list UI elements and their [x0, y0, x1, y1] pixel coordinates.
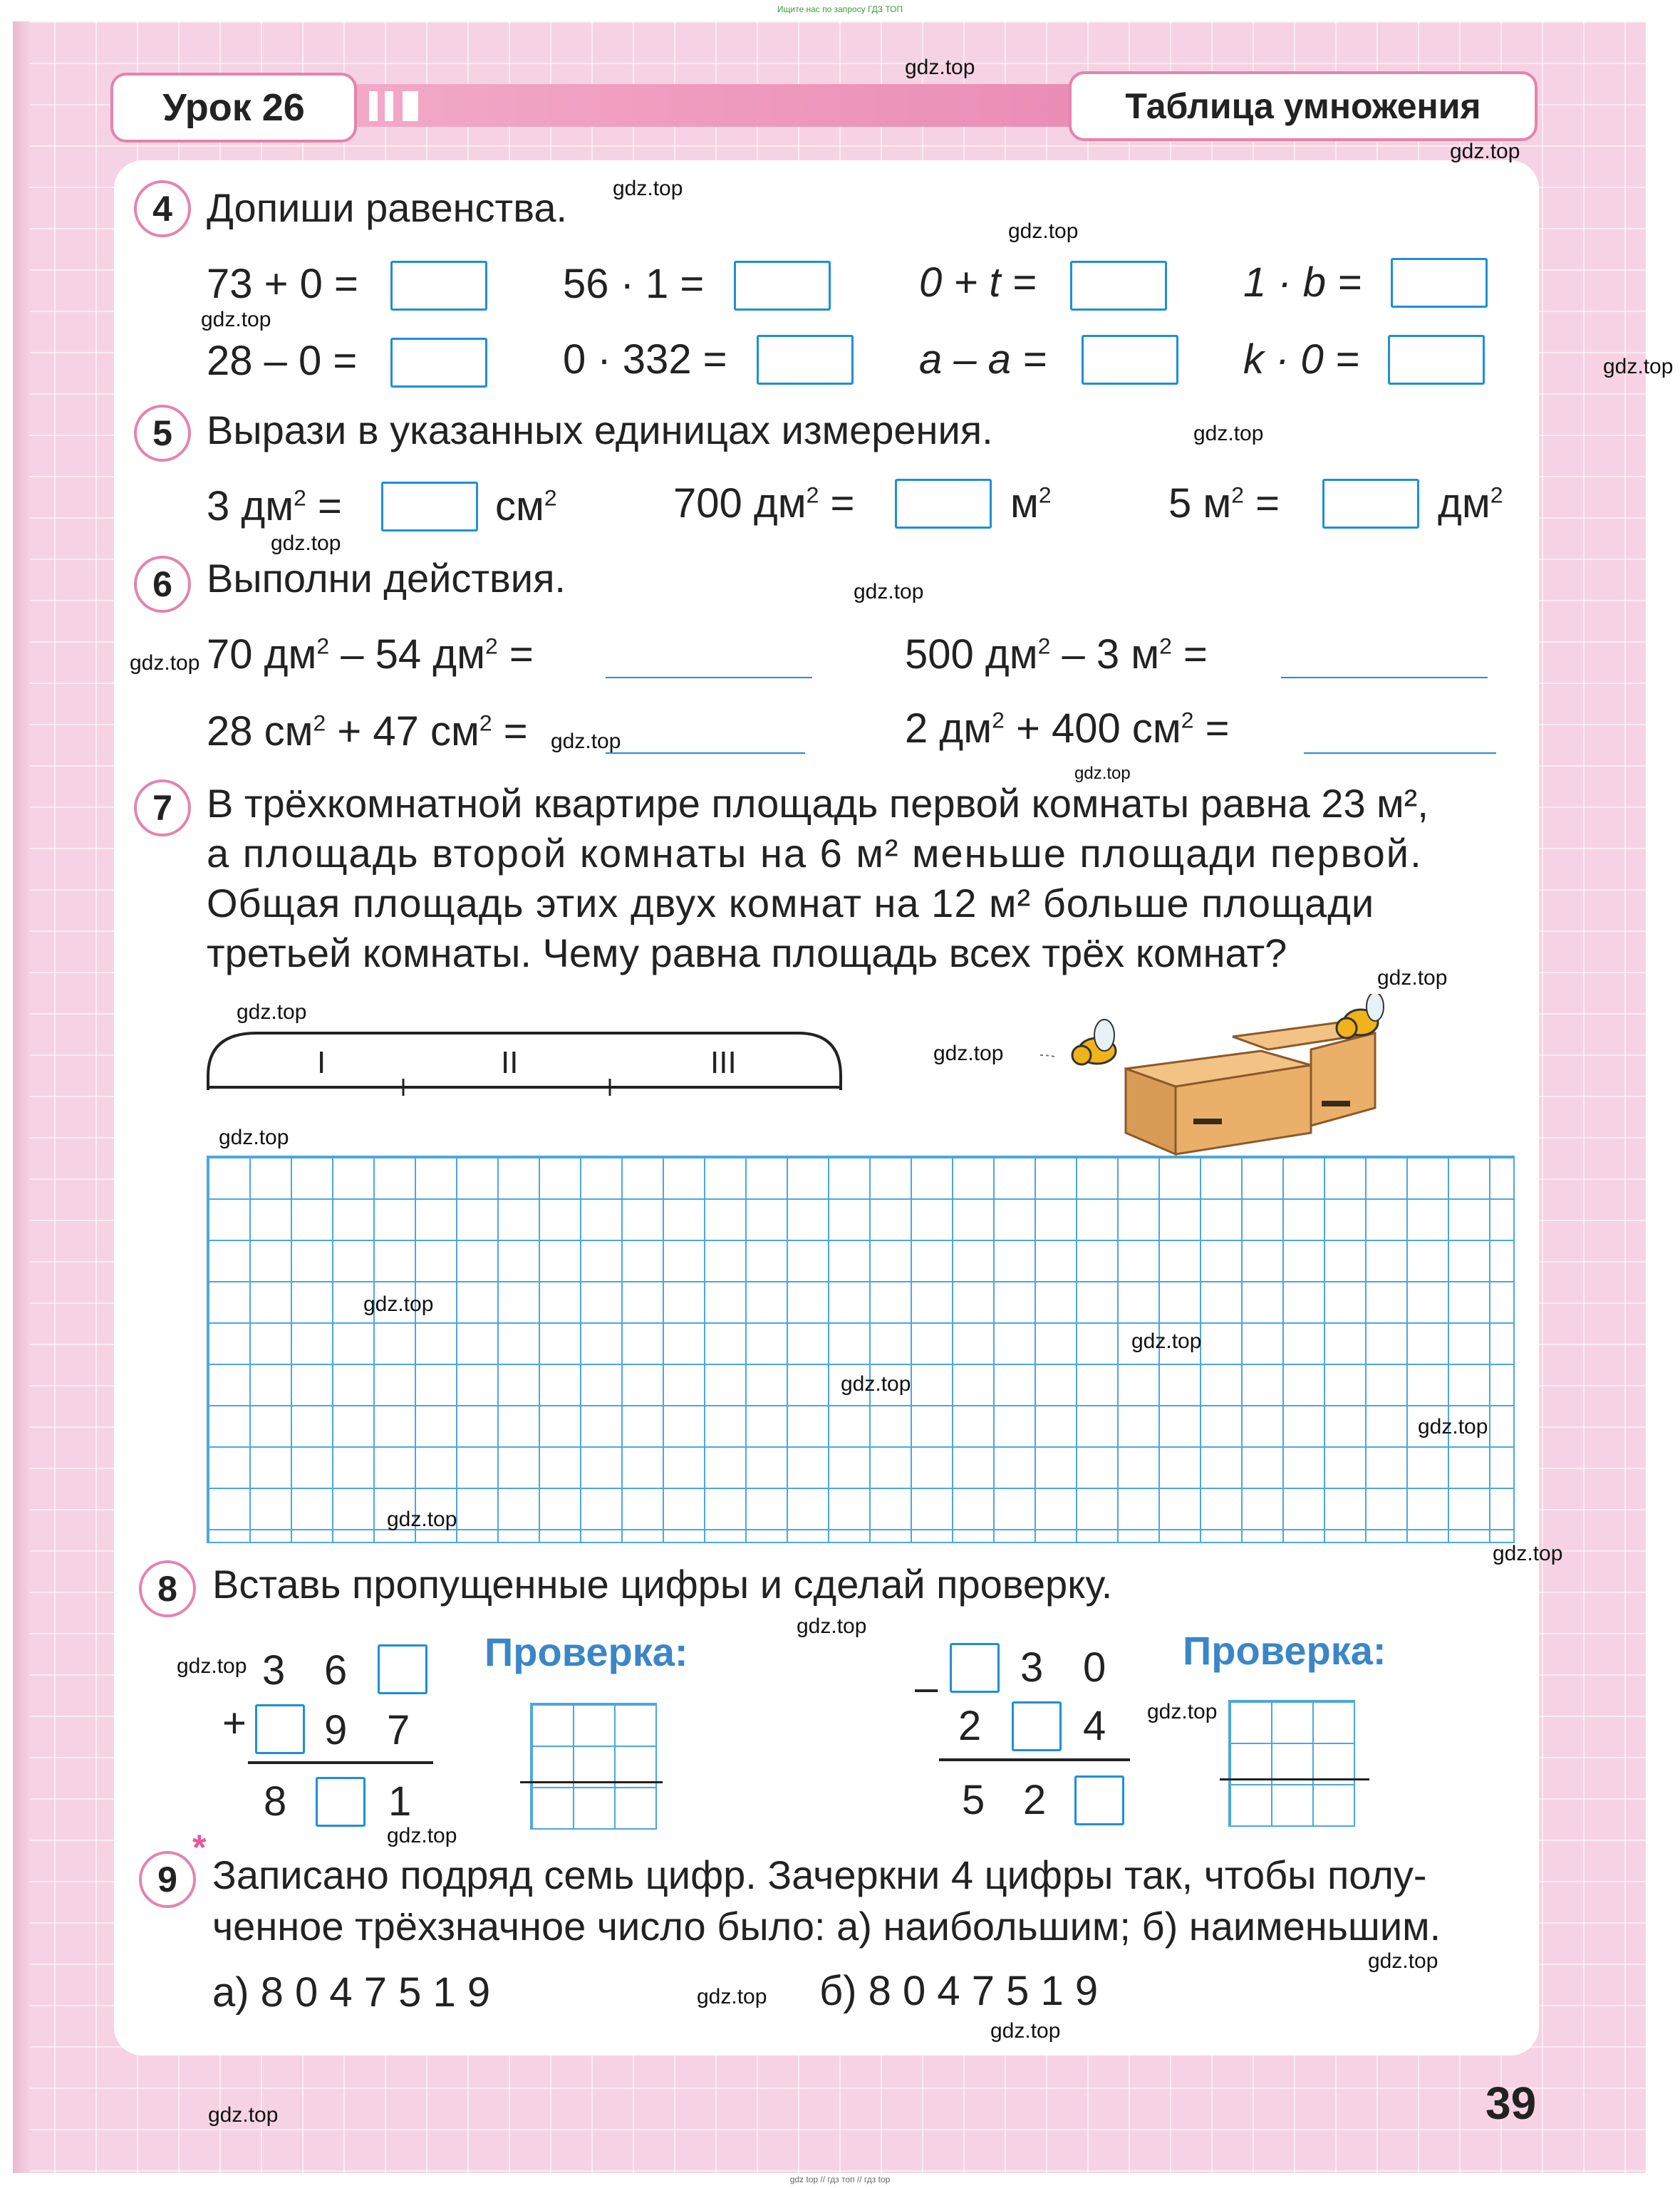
watermark: gdz.top	[697, 1985, 767, 2008]
task-number-9: 9	[139, 1851, 196, 1908]
watermark: gdz.top	[1074, 764, 1131, 783]
square-sup: 2	[1038, 482, 1052, 508]
digit-box[interactable]	[378, 1644, 427, 1694]
answer-line[interactable]	[1281, 677, 1488, 678]
watermark: gdz.top	[271, 532, 341, 555]
page-spine	[13, 21, 30, 2173]
topic-tab: Таблица умножения	[1069, 71, 1538, 141]
task4-expr: 28 – 0 =	[207, 338, 358, 384]
square-sup: 2	[1490, 482, 1503, 508]
answer-line[interactable]	[606, 677, 812, 678]
expr-term: 500 дм	[905, 631, 1038, 678]
segment-label-1: I	[317, 1045, 326, 1080]
header-stripe	[403, 91, 418, 121]
difference-line	[939, 1758, 1130, 1761]
task7-line: Общая площадь этих двух комнат на 12 м² больше площади	[207, 881, 1375, 926]
expr-term: 3 м	[1096, 631, 1160, 678]
answer-box[interactable]	[895, 479, 992, 529]
square-sup: 2	[992, 707, 1005, 733]
digit: 4	[1083, 1703, 1106, 1749]
check-title: Проверка:	[1183, 1628, 1386, 1673]
task4-expr: 1 · b =	[1243, 259, 1362, 306]
expr-term: 70 дм	[207, 631, 317, 678]
watermark: gdz.top	[387, 1508, 457, 1531]
expr-term: 400 см	[1051, 705, 1181, 752]
square-sup: 2	[1159, 633, 1172, 659]
task9-digits-b: б) 8 0 4 7 5 1 9	[819, 1968, 1099, 2014]
digit: 3	[1020, 1644, 1044, 1691]
expr-term: 2 дм	[905, 705, 992, 752]
answer-box[interactable]	[757, 335, 854, 385]
watermark: gdz.top	[1418, 1415, 1488, 1438]
task-number-7: 7	[134, 779, 191, 836]
sum-line	[248, 1761, 433, 1764]
digit: 2	[1023, 1777, 1047, 1823]
header-stripe	[369, 91, 378, 121]
operator: +	[1015, 705, 1040, 752]
watermark: gdz.top	[1008, 219, 1079, 243]
square-sup: 2	[544, 484, 557, 511]
watermark: gdz.top	[1193, 422, 1264, 445]
watermark: gdz.top	[1131, 1329, 1202, 1353]
watermark: gdz.top	[841, 1372, 911, 1396]
operator-plus: +	[222, 1700, 247, 1746]
digit-box[interactable]	[255, 1704, 305, 1754]
segment-label-2: II	[501, 1045, 519, 1080]
answer-box[interactable]	[1082, 335, 1178, 385]
check-grid[interactable]	[1228, 1700, 1355, 1827]
operator: –	[341, 631, 364, 678]
operator: +	[337, 708, 362, 755]
digit: 1	[388, 1778, 412, 1825]
equals: =	[503, 708, 528, 755]
solution-grid[interactable]	[207, 1156, 1515, 1543]
answer-box[interactable]	[1322, 479, 1419, 529]
expr-term: 54 дм	[375, 631, 485, 678]
answer-box[interactable]	[390, 338, 487, 388]
bees-hive-illustration	[1040, 994, 1404, 1158]
square-sup: 2	[479, 710, 492, 736]
digit: 7	[387, 1707, 410, 1753]
page-number: 39	[1485, 2078, 1537, 2129]
watermark: gdz.top	[387, 1824, 457, 1847]
task5-left: 3 дм	[207, 483, 294, 529]
square-sup: 2	[1037, 633, 1051, 659]
task-number-5: 5	[134, 405, 191, 462]
task4-expr: 0 + t =	[919, 259, 1037, 306]
equals: =	[317, 483, 342, 529]
square-sup: 2	[313, 710, 326, 736]
watermark: gdz.top	[177, 1654, 247, 1678]
header-band	[353, 84, 1072, 127]
square-sup: 2	[1181, 707, 1194, 733]
answer-box[interactable]	[1391, 258, 1488, 308]
watermark: gdz.top	[1493, 1542, 1563, 1565]
task6-title: Выполни действия.	[207, 556, 566, 601]
task-number-6: 6	[134, 556, 191, 613]
digit: 5	[962, 1777, 985, 1823]
task5-unit: дм	[1438, 480, 1490, 527]
watermark: gdz.top	[854, 580, 924, 603]
equals: =	[1205, 705, 1230, 752]
star-mark: *	[192, 1827, 207, 1867]
operator-minus: –	[915, 1664, 938, 1711]
watermark: gdz.top	[551, 730, 621, 753]
operator: –	[1062, 631, 1085, 678]
check-grid[interactable]	[530, 1703, 657, 1830]
equals: =	[1255, 480, 1280, 527]
watermark: gdz.top	[990, 2019, 1061, 2043]
answer-line[interactable]	[606, 752, 805, 754]
task5-unit: м	[1010, 480, 1039, 527]
watermark: gdz.top	[130, 651, 200, 675]
watermark: gdz.top	[1368, 1949, 1438, 1973]
square-sup: 2	[806, 482, 819, 508]
square-sup: 2	[1231, 482, 1244, 508]
answer-box[interactable]	[1388, 335, 1485, 385]
watermark: gdz.top	[363, 1292, 434, 1316]
task4-expr: a – a =	[919, 336, 1047, 383]
answer-box[interactable]	[734, 261, 831, 311]
square-sup: 2	[484, 633, 498, 659]
watermark: gdz.top	[1147, 1700, 1218, 1723]
task7-line: третьей комнаты. Чему равна площадь всех трёх комнат?	[207, 930, 1287, 975]
segment-diagram	[199, 1019, 855, 1104]
digit-box[interactable]	[950, 1643, 1000, 1693]
watermark: gdz.top	[219, 1126, 289, 1149]
watermark: gdz.top	[237, 1000, 307, 1024]
header-stripe	[385, 91, 393, 121]
equals: =	[830, 480, 855, 527]
task4-expr: 73 + 0 =	[207, 261, 358, 307]
answer-line[interactable]	[1304, 752, 1496, 754]
task5-title: Вырази в указанных единицах измерения.	[207, 408, 993, 452]
task9-line: ченное трёхзначное число было: а) наибольшим; б) наименьшим.	[212, 1904, 1441, 1949]
digit-box[interactable]	[1074, 1775, 1124, 1825]
watermark: gdz.top	[1377, 966, 1448, 990]
square-sup: 2	[294, 484, 306, 511]
task7-line: а площадь второй комнаты на 6 м² меньше площади первой.	[207, 831, 1423, 876]
digit: 3	[262, 1647, 286, 1694]
task-number-4: 4	[134, 180, 191, 237]
answer-box[interactable]	[390, 261, 487, 311]
answer-box[interactable]	[1070, 261, 1167, 311]
task4-expr: 0 · 332 =	[563, 336, 727, 383]
watermark: gdz.top	[613, 177, 683, 200]
task9-line: Записано подряд семь цифр. Зачеркни 4 цифры так, чтобы полу-	[212, 1852, 1427, 1897]
equals: =	[509, 631, 534, 678]
task9-digits-a: а) 8 0 4 7 5 1 9	[212, 1969, 491, 2016]
task7-line: В трёхкомнатной квартире площадь первой комнаты равна 23 м²,	[207, 781, 1428, 826]
expr-term: 47 см	[373, 708, 479, 755]
digit: 6	[324, 1647, 348, 1694]
task4-title: Допиши равенства.	[207, 185, 568, 230]
task5-left: 5 м	[1168, 480, 1232, 527]
segment-label-3: III	[710, 1045, 737, 1080]
square-sup: 2	[316, 633, 330, 659]
task4-expr: 56 · 1 =	[563, 261, 705, 307]
digit: 0	[1083, 1644, 1106, 1691]
watermark: gdz.top	[905, 56, 975, 79]
digit: 9	[324, 1707, 348, 1753]
check-line	[520, 1781, 663, 1783]
task-number-8: 8	[139, 1560, 196, 1617]
equals: =	[1183, 631, 1208, 678]
check-line	[1220, 1778, 1369, 1780]
digit: 8	[264, 1778, 287, 1825]
task8-title: Вставь пропущенные цифры и сделай проверку.	[212, 1562, 1113, 1607]
lesson-tab: Урок 26	[110, 73, 357, 142]
answer-box[interactable]	[381, 482, 478, 532]
watermark: gdz.top	[797, 1614, 867, 1638]
watermark: gdz.top	[1450, 140, 1520, 163]
digit-box[interactable]	[316, 1777, 365, 1827]
watermark: gdz.top	[201, 308, 271, 331]
top-note: Ищите нас по запросу ГДЗ ТОП	[777, 4, 903, 14]
check-title: Проверка:	[484, 1629, 688, 1674]
watermark: gdz.top	[1603, 355, 1674, 378]
task5-left: 700 дм	[673, 480, 807, 527]
digit: 2	[958, 1703, 982, 1749]
task4-expr: k · 0 =	[1243, 336, 1359, 383]
watermark: gdz.top	[933, 1042, 1004, 1065]
bottom-note: gdz top // гдз топ // гдз top	[789, 2174, 891, 2184]
expr-term: 28 см	[207, 708, 313, 755]
watermark: gdz.top	[208, 2103, 279, 2127]
task5-unit: см	[495, 483, 544, 529]
digit-box[interactable]	[1012, 1701, 1062, 1751]
